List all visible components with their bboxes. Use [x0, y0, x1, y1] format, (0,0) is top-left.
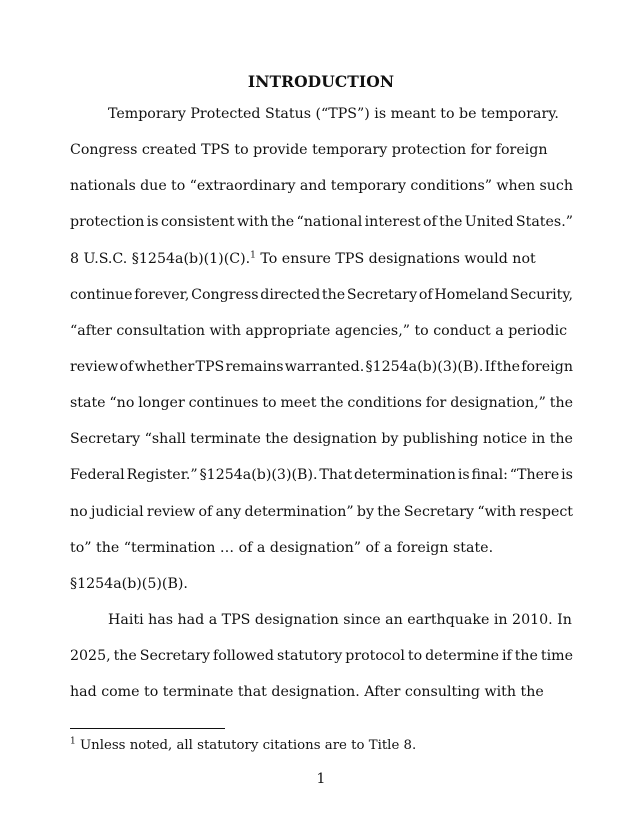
paragraph-line: protection is consistent with the “national interest of the United States.” [70, 214, 573, 230]
footnote-divider [70, 728, 225, 729]
paragraph-line: 2025, the Secretary followed statutory protocol to determine if the time [70, 648, 574, 664]
section-heading: INTRODUCTION [247, 72, 395, 91]
citation-text: 8 U.S.C. §1254a(b)(1)(C). [70, 251, 251, 267]
paragraph-line: “after consultation with appropriate agencies,” to conduct a periodic [70, 323, 568, 339]
paragraph-line: no judicial review of any determination” by the Secretary “with respect [70, 504, 573, 520]
footnote-marker: 1 [250, 250, 256, 261]
paragraph-line: had come to terminate that designation. After consulting with the [70, 684, 544, 700]
paragraph-line: §1254a(b)(5)(B). [70, 576, 188, 592]
paragraph-line: Haiti has had a TPS designation since an earthquake in 2010. In [108, 612, 572, 628]
paragraph-line: continue forever, Congress directed the Secretary of Homeland Security, [70, 287, 573, 303]
footnote [70, 737, 416, 755]
paragraph-line: nationals due to “extraordinary and temporary conditions” when such [70, 178, 573, 194]
sentence-text: To ensure TPS designations would not [255, 251, 536, 267]
paragraph-line: Congress created TPS to provide temporary protection for foreign [70, 142, 548, 158]
paragraph-line: state “no longer continues to meet the conditions for designation,” the [70, 395, 573, 411]
paragraph-line: Federal Register.” §1254a(b)(3)(B). That determination is final: “There is [70, 467, 573, 483]
paragraph-line: to” the “termination … of a designation” of a foreign state. [70, 540, 494, 556]
page-number: 1 [316, 771, 326, 787]
paragraph-line: review of whether TPS remains warranted. §1254a(b)(3)(B). If the foreign [70, 359, 573, 375]
paragraph-line-with-footnote [70, 249, 573, 269]
paragraph-line: Temporary Protected Status (“TPS”) is meant to be temporary. [108, 106, 559, 122]
footnote-marker: 1 [70, 736, 76, 747]
paragraph-line: Secretary “shall terminate the designation by publishing notice in the [70, 431, 573, 447]
footnote-text: Unless noted, all statutory citations are to Title 8. [75, 738, 417, 753]
